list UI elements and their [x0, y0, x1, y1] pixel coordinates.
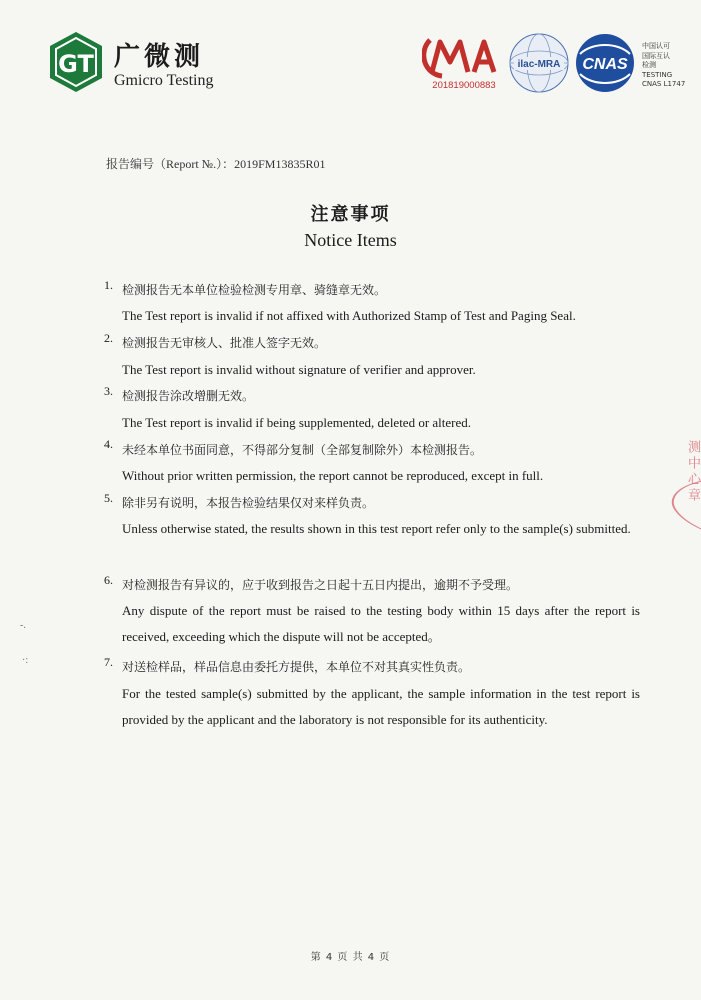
seal-text: 测中心章 [685, 440, 700, 504]
logo-english-name: Gmicro Testing [114, 72, 214, 89]
cnas-line: 检测 [642, 61, 656, 69]
cnas-logo-icon [572, 32, 638, 94]
item-text-chinese: 检测报告涂改增删无效。 [122, 389, 255, 403]
item-number: 7. [104, 655, 113, 669]
item-number: 4. [104, 437, 113, 451]
page-title-chinese: 注意事项 [310, 204, 391, 225]
scan-speck: ·: [22, 655, 29, 666]
cnas-line: CNAS L1747 [642, 80, 686, 88]
item-text-chinese: 对送检样品，样品信息由委托方提供，本单位不对其真实性负责。 [122, 660, 471, 674]
item-number: 1. [104, 278, 113, 292]
cnas-accreditation-text [642, 42, 698, 90]
item-number: 5. [104, 491, 113, 505]
logo-chinese-name: 广微测 [114, 42, 205, 72]
item-text-english: Without prior written permission, the report cannot be reproduced, except in full. [122, 468, 544, 483]
cma-logo-icon [422, 34, 506, 80]
cma-mark [422, 34, 506, 94]
item-text-chinese: 对检测报告有异议的，应于收到报告之日起十五日内提出，逾期不予受理。 [122, 578, 519, 592]
gt-logo-icon [44, 30, 108, 94]
item-text-chinese: 除非另有说明，本报告检验结果仅对来样负责。 [122, 496, 375, 510]
cnas-line: TESTING [642, 70, 673, 79]
item-text-english: Unless otherwise stated, the results shown in this test report refer only to the sample(s) submitted. [122, 521, 631, 536]
item-number: 2. [104, 331, 113, 345]
cma-label: MA [463, 64, 465, 65]
item-text-chinese: 检测报告无本单位检验检测专用章、骑缝章无效。 [122, 283, 387, 297]
item-text-chinese: 未经本单位书面同意，不得部分复制（全部复制除外）本检测报告。 [122, 443, 483, 457]
page-number: 第 4 页 共 4 页 [310, 952, 391, 963]
page-title-english: Notice Items [304, 230, 397, 250]
cma-number: 201819000883 [432, 80, 496, 91]
item-text-english: The Test report is invalid if being supplemented, deleted or altered. [122, 415, 472, 430]
scan-speck: -. [20, 620, 26, 631]
cnas-line: 中国认可 [642, 42, 670, 50]
gmicro-logo [44, 30, 224, 94]
item-text-english: The Test report is invalid without signature of verifier and approver. [122, 362, 476, 377]
cnas-line: 国际互认 [642, 51, 670, 60]
cnas-label: CNAS [582, 56, 628, 73]
item-number: 6. [104, 573, 113, 587]
ilac-mra-logo-icon [508, 32, 570, 94]
item-text-chinese: 检测报告无审核人、批准人签字无效。 [122, 336, 327, 350]
item-number: 3. [104, 384, 113, 398]
item-text-english: The Test report is invalid if not affixed with Authorized Stamp of Test and Paging Seal. [122, 308, 576, 323]
logo-badge-text: GT [58, 50, 94, 78]
item-text-english: Any dispute of the report must be raised to the testing body within 15 days after the report is received, exceeding which the dispute will not be accepted。 [122, 603, 640, 644]
ilac-label: ilac-MRA [517, 59, 561, 70]
item-text-english: For the tested sample(s) submitted by the applicant, the sample information in the test report is provided by the applicant and the laboratory is not responsible for its authenticity. [122, 686, 640, 727]
report-number: 报告编号（Report №.）：2019FM13835R01 [106, 157, 326, 171]
